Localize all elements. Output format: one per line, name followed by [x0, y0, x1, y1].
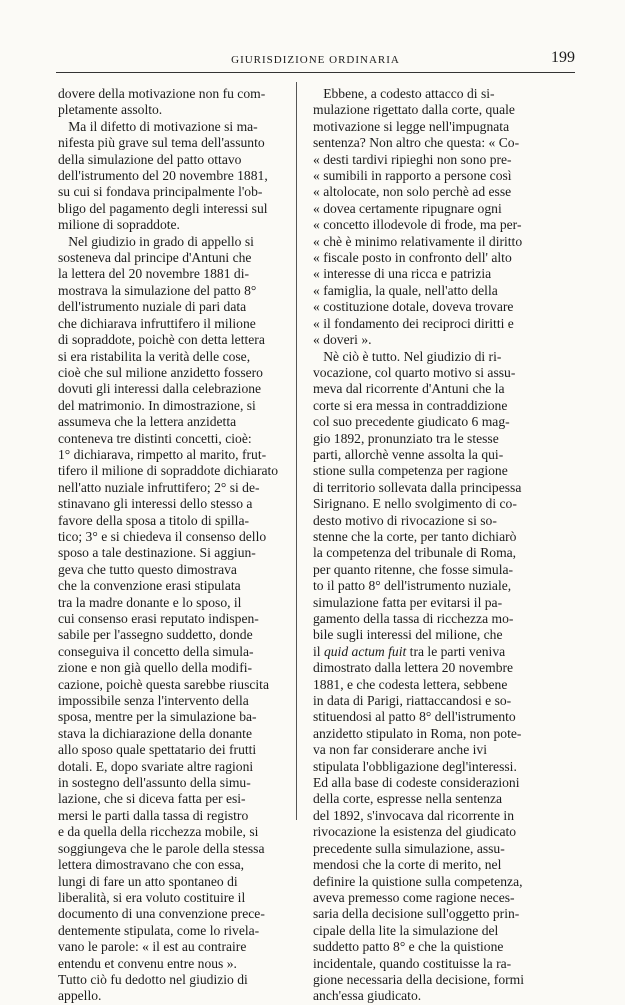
text-line: definire la quistione sulla competenza, — [313, 873, 523, 889]
text-line: « altolocate, non solo perchè ad esse — [313, 184, 512, 200]
text-line: stinavano gli interessi dello stesso a — [58, 496, 253, 512]
text-line: lazione, che si diceva fatta per esi- — [58, 791, 246, 807]
text-line: simulazione fatta per evitarsi il pa- — [313, 594, 503, 610]
text-line: aveva premesso come ragione neces- — [313, 889, 515, 905]
text-line: del matrimonio. In dimostrazione, si — [58, 397, 256, 413]
text-line: dimostrato dalla lettera 20 novembre — [313, 660, 514, 676]
text-line: si era ristabilita la verità delle cose, — [58, 348, 251, 364]
text-line: Ma il difetto di motivazione si ma- — [58, 118, 258, 134]
page-header — [56, 48, 575, 73]
text-line: vano le parole: « il est au contraire — [58, 939, 247, 955]
text-line: zione e non già quello della modifi- — [58, 660, 253, 676]
text-line: liberalità, si era voluto costituire il — [58, 889, 246, 905]
text-line: che dichiarava infruttifero il milione — [58, 315, 256, 331]
text-line: cipale della lite la simulazione del — [313, 922, 499, 938]
text-line: lungi di fare un atto spontaneo di — [58, 873, 238, 889]
text-line: vocazione, col quarto motivo si assu- — [313, 364, 516, 380]
text-line: « dovea certamente ripugnare ogni — [313, 200, 502, 216]
text-line: per quanto ritenne, che fosse simula- — [313, 561, 514, 577]
text-line: Ed alla base di codeste considerazioni — [313, 775, 520, 791]
text-line: « concetto illodevole di frode, ma per- — [313, 217, 522, 233]
text-line: cazione, poichè questa sarebbe riuscita — [58, 676, 269, 692]
page-number: 199 — [551, 49, 575, 66]
text-line: favore della sposa a titolo di spilla- — [58, 512, 250, 528]
text-line: « il fondamento dei reciproci diritti e — [313, 315, 514, 331]
text-line: pletamente assolto. — [58, 102, 163, 118]
text-line: dovere della motivazione non fu com- — [58, 86, 266, 101]
left-column — [58, 86, 290, 1005]
text-line: to il patto 8° dell'istrumento nuziale, — [313, 578, 512, 594]
text-line: la competenza del tribunale di Roma, — [313, 545, 517, 561]
text-line: 1881, e che codesta lettera, sebbene — [313, 676, 508, 692]
text-line: « costituzione dotale, doveva trovare — [313, 299, 514, 315]
text-line: corte si era messa in contraddizione — [313, 397, 508, 413]
text-line: Tutto ciò fu dedotto nel giudizio di — [58, 971, 248, 987]
text-line: tra la madre donante e lo sposo, il — [58, 594, 242, 610]
text-line: allo sposo quale spettatario dei frutti — [58, 742, 257, 758]
text-line: « desti tardivi ripieghi non sono pre- — [313, 151, 512, 167]
text-line: cui consenso erasi reputato indispen- — [58, 611, 259, 626]
text-line: gamento della tassa di ricchezza mo- — [313, 611, 514, 626]
text-line: di territorio sollevata dalla principessa — [313, 479, 522, 495]
text-line: sabile per l'assegno suddetto, donde — [58, 627, 253, 643]
column-divider — [296, 82, 297, 820]
text-line: stituendosi al patto 8° dell'istrumento — [313, 709, 516, 725]
text-line: « fiscale posto in confronto dell' alto — [313, 250, 512, 266]
text-line: mendosi che la corte di merito, nel — [313, 857, 502, 873]
text-line: dotali. E, dopo svariate altre ragioni — [58, 758, 254, 774]
text-line: « famiglia, la quale, nell'atto della — [313, 282, 498, 298]
text-line: meva dal ricorrente d'Antuni che la — [313, 381, 505, 397]
text-line: Nè ciò è tutto. Nel giudizio di ri- — [313, 348, 502, 364]
text-line: incidentale, quando costituisse la ra- — [313, 955, 512, 971]
text-line: documento di una convenzione prece- — [58, 906, 265, 922]
text-line: stenne che la corte, per tanto dichiarò — [313, 528, 517, 544]
text-line: stione sulla competenza per ragione — [313, 463, 508, 479]
text-line: milione di sopraddote. — [58, 217, 180, 233]
text-line: il quid actum fuit tra le parti veniva — [313, 643, 506, 659]
text-line: parti, allorchè venne assolta la qui- — [313, 446, 504, 462]
text-line: nell'atto nuziale infruttifero; 2° si de- — [58, 479, 260, 495]
text-line: mersi le parti dalla tassa di registro — [58, 807, 249, 823]
text-line: sposo a tale destinazione. Si aggiun- — [58, 545, 256, 561]
text-line: Ebbene, a codesto attacco di si- — [313, 86, 495, 101]
text-line: dovuti gli interessi dalla celebrazione — [58, 381, 262, 397]
text-line: Nel giudizio in grado di appello si — [58, 233, 254, 249]
text-line: « doveri ». — [313, 332, 372, 348]
text-line: bile sugli interessi del milione, che — [313, 627, 503, 643]
text-line: conteneva tre distinti concetti, cioè: — [58, 430, 252, 446]
text-line: dell'istrumento del 20 novembre 1881, — [58, 168, 268, 184]
text-line: della corte, espresse nella sentenza — [313, 791, 503, 807]
text-line: anch'essa giudicato. — [313, 988, 422, 1004]
text-line: stava la dichiarazione della donante — [58, 725, 252, 741]
text-line: « interesse di una ricca e patrizia — [313, 266, 492, 282]
text-line: desto motivo di rivocazione si so- — [313, 512, 497, 528]
text-line: precedente sulla simulazione, assu- — [313, 840, 505, 856]
text-line: rivocazione la esistenza del giudicato — [313, 824, 517, 840]
text-line: col suo precedente giudicato 6 mag- — [313, 414, 510, 430]
text-line: saria della decisione sull'oggetto prin- — [313, 906, 520, 922]
text-line: entendu et convenu entre nous ». — [58, 955, 237, 971]
text-line: la lettera del 20 novembre 1881 di- — [58, 266, 250, 282]
text-line: tifero il milione di sopraddote dichiarato — [58, 463, 279, 479]
text-line: « chè è minimo relativamente il diritto — [313, 233, 523, 249]
text-line: anzidetto stipulato in Roma, non pote- — [313, 725, 522, 741]
text-line: lettera dimostravano che con essa, — [58, 857, 245, 873]
text-line: 1° dichiarava, rimpetto al marito, frut- — [58, 446, 267, 462]
text-line: in sostegno dell'assunto della simu- — [58, 775, 251, 791]
text-line: impossibile senza l'intervento della — [58, 693, 249, 709]
running-head: GIURISDIZIONE ORDINARIA — [231, 54, 400, 66]
text-line: della simulazione del patto ottavo — [58, 151, 242, 167]
text-line: dell'istrumento nuziale di pari data — [58, 299, 247, 315]
text-line: va non far considerare anche ivi — [313, 742, 487, 758]
text-line: che la convenzione erasi stipulata — [58, 578, 241, 594]
text-line: e da quella della ricchezza mobile, si — [58, 824, 259, 840]
text-line: del 1892, s'invocava dal ricorrente in — [313, 807, 514, 823]
text-line: sposa, mentre per la simulazione ba- — [58, 709, 257, 725]
text-line: bligo del pagamento degli interessi sul — [58, 200, 268, 216]
text-line: motivazione si legge nell'impugnata — [313, 118, 510, 134]
text-line: conseguiva il concetto della simula- — [58, 643, 254, 659]
latin-phrase: quid actum fuit — [323, 643, 407, 659]
text-line: gio 1892, pronunziato tra le stesse — [313, 430, 499, 446]
text-line: soggiungeva che le parole della stessa — [58, 840, 265, 856]
text-line: geva che tutto questo dimostrava — [58, 561, 237, 577]
text-line: in data di Parigi, riattaccandosi e so- — [313, 693, 512, 709]
right-column — [313, 86, 551, 1005]
text-line: suddetto patto 8° e che la quistione — [313, 939, 504, 955]
text-line: cioè che sul milione anzidetto fossero — [58, 364, 263, 380]
text-line: assumeva che la lettera anzidetta — [58, 414, 237, 430]
text-line: appello. — [58, 988, 102, 1004]
text-line: sosteneva dal principe d'Antuni che — [58, 250, 252, 266]
text-line: mostrava la simulazione del patto 8° — [58, 282, 257, 298]
text-line: tico; 3° e si chiedeva il consenso dello — [58, 528, 267, 544]
text-line: « sumibili in rapporto a persone così — [313, 168, 512, 184]
text-line: di sopraddote, poichè con detta lettera — [58, 332, 265, 348]
text-line: mulazione rigettato dalla corte, quale — [313, 102, 515, 118]
text-line: nifesta più grave sul tema dell'assunto — [58, 135, 265, 151]
text-line: Sirignano. E nello svolgimento di co- — [313, 496, 517, 512]
text-line: gione necessaria della decisione, formi — [313, 971, 524, 987]
text-line: su cui si fondava principalmente l'ob- — [58, 184, 263, 200]
text-line: stipulata l'obbligazione degl'interessi. — [313, 758, 517, 774]
text-line: dentemente stipulata, come lo rivela- — [58, 922, 260, 938]
text-line: sentenza? Non altro che questa: « Co- — [313, 135, 520, 151]
